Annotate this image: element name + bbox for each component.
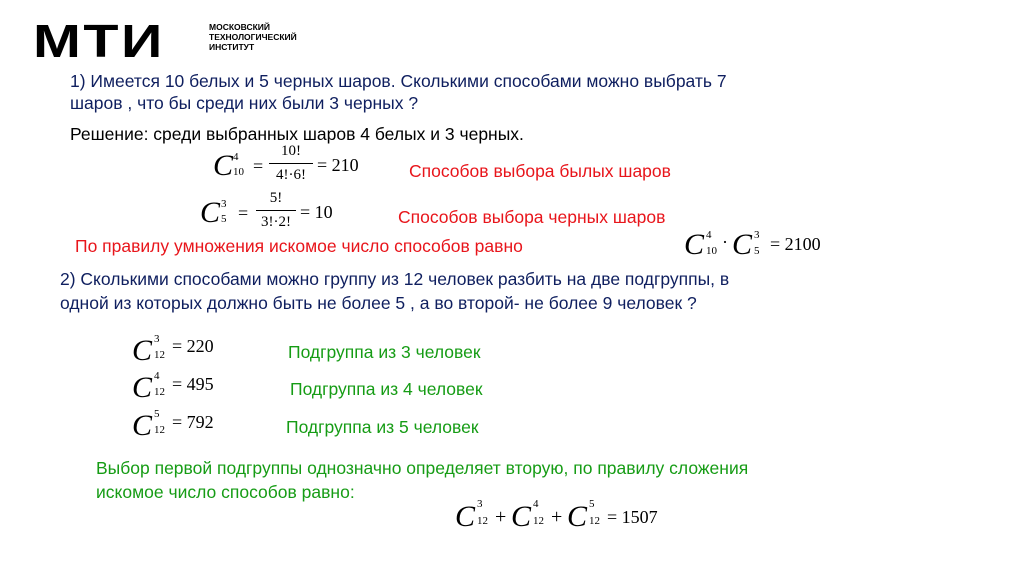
formula2-label: Способов выбора черных шаров [398,207,666,227]
product-sup1: 4 [706,229,712,241]
solution-text: Решение: среди выбранных шаров 4 белых и 3 черных. [70,124,524,144]
plus-sign: + [495,506,507,528]
logo-line-3: ИНСТИТУТ [209,42,255,52]
formula1-label: Способов выбора былых шаров [409,161,671,181]
subgroup5-sub: 12 [154,424,165,436]
problem2-line1: 2) Сколькими способами можно группу из 12 человек разбить на две подгруппы, в [60,269,730,289]
conclusion-line1: Выбор первой подгруппы однозначно определяет вторую, по правилу сложения [96,458,749,478]
sum-formula [455,496,715,536]
combination-symbol: C [132,371,153,404]
sum-result: = 1507 [607,507,658,527]
subgroup3-sub: 12 [154,349,165,361]
problem1-line1: 1) Имеется 10 белых и 5 черных шаров. Сколькими способами можно выбрать 7 [70,71,727,91]
subgroup4-result: = 495 [172,374,214,394]
subgroup4-formula [132,371,262,405]
combination-symbol: C [511,500,532,533]
formula2-fraction-line [256,210,296,211]
formula-white-balls [213,143,383,191]
equals: = [238,203,249,223]
subgroup5-sup: 5 [154,408,160,420]
sum-sub2: 12 [533,515,544,527]
product-formula [684,226,884,264]
formula2-sup: 3 [221,198,227,210]
formula2-result: = 10 [300,202,333,222]
problem2-line2: одной из которых должно быть не более 5 , а во второй- не более 9 человек ? [60,293,697,313]
product-sup2: 3 [754,229,760,241]
formula1-result: = 210 [317,155,359,175]
sum-sup2: 4 [533,498,539,510]
combination-symbol: C [213,149,234,182]
logo-text [209,22,297,52]
subgroup4-label: Подгруппа из 4 человек [290,379,483,399]
plus-sign: + [551,506,563,528]
formula1-sub: 10 [233,166,244,178]
sum-sub3: 12 [589,515,600,527]
product-rule-text: По правилу умножения искомое число способов равно [75,236,523,256]
subgroup3-sup: 3 [154,333,160,345]
formula1-fraction-line [269,163,313,164]
subgroup3-result: = 220 [172,336,214,356]
combination-symbol: C [200,196,221,229]
product-sub1: 10 [706,245,717,257]
sum-sup1: 3 [477,498,483,510]
formula1-denominator: 4!·6! [276,167,306,183]
problem1-line2: шаров , что бы среди них были 3 черных ? [70,93,419,113]
product-sub2: 5 [754,245,760,257]
subgroup5-result: = 792 [172,412,214,432]
logo-line-2: ТЕХНОЛОГИЧЕСКИЙ [209,32,297,42]
product-result: = 2100 [770,234,821,254]
sum-sup3: 5 [589,498,595,510]
combination-symbol: C [732,228,753,261]
subgroup3-formula [132,334,262,368]
equals: = [253,156,264,176]
multiply-dot: · [722,232,728,252]
logo-line-1: МОСКОВСКИЙ [209,22,270,32]
formula-black-balls [200,188,370,236]
formula2-numerator: 5! [269,190,283,206]
subgroup5-label: Подгруппа из 5 человек [286,417,479,437]
subgroup3-label: Подгруппа из 3 человек [288,342,481,362]
institute-logo [33,15,353,67]
formula1-numerator: 10! [281,143,301,159]
combination-symbol: C [567,500,588,533]
combination-symbol: C [684,228,705,261]
subgroup5-formula [132,409,262,443]
subgroup4-sup: 4 [154,370,160,382]
combination-symbol: C [132,334,153,367]
sum-sub1: 12 [477,515,488,527]
conclusion-line2: искомое число способов равно: [96,482,355,502]
subgroup4-sub: 12 [154,386,165,398]
combination-symbol: C [132,409,153,442]
logo-mark: МТИ [33,15,165,67]
combination-symbol: C [455,500,476,533]
formula2-sub: 5 [221,213,227,225]
formula1-sup: 4 [233,151,239,163]
formula2-denominator: 3!·2! [261,214,291,230]
